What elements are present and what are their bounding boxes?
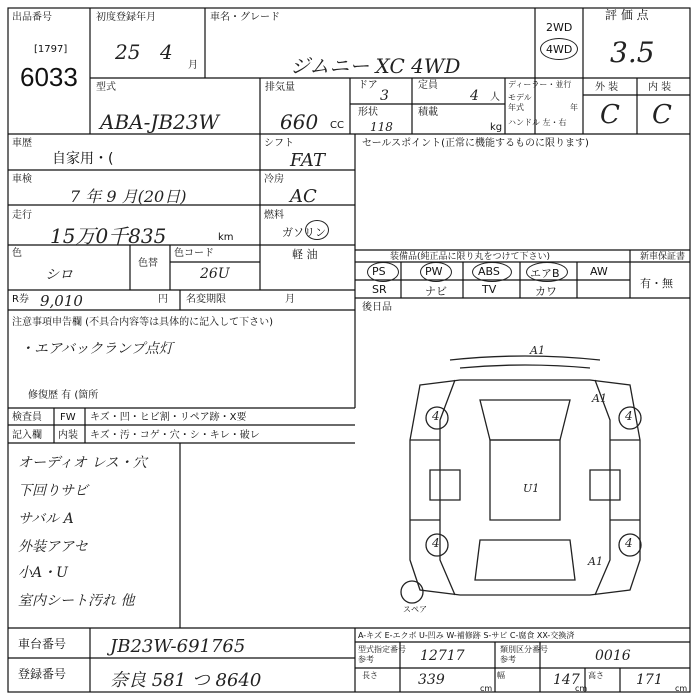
disp-unit: CC [330,120,344,131]
lot-small: [1797] [34,44,68,55]
certificate-ref: 参考 [358,655,374,664]
class-label: 類別区分番号 [500,645,548,654]
height-label: 高さ [588,671,604,680]
chassis-value: JB23W-691765 [110,636,246,657]
color-label: 色 [12,248,22,259]
interior-note-label: 内装 [58,430,78,441]
equip-sr: SR [372,283,387,296]
interior-label: 内 装 [648,82,672,93]
equip-pw-circle [420,262,452,282]
spare-label: スペア [403,605,427,614]
tire-fl: 4 [432,409,440,423]
model-year-label: モデル [508,93,532,102]
handwritten-note-2: 下回りサビ [18,483,88,499]
mark-a1-right: A1 [592,392,607,405]
drive-4wd-circle [540,38,578,60]
equip-aw: AW [590,265,608,278]
notes-value: ・エアバックランプ点灯 [20,341,173,357]
interior-value: C [652,100,672,130]
handwritten-note-1: オーディオ レス・穴 [18,455,147,471]
fuel-petrol-circle [305,220,329,240]
color-value: シロ [45,267,73,283]
yen-unit: 円 [158,294,168,305]
shape-label: 形状 [358,107,378,118]
exterior-label: 外 装 [595,82,619,93]
model-label: 型式 [96,82,116,93]
first-reg-year: 25 [115,40,141,64]
fw-items: キズ・凹・ヒビ割・リペア跡・X要 [90,412,247,423]
handwritten-note-3: サバル A [18,511,74,527]
reg-label: 登録番号 [18,667,67,681]
equip-ps-circle [367,262,399,282]
shift-value: FAT [290,150,325,171]
model-value: ABA-JB23W [100,110,220,134]
reg-value: 奈良 581 つ 8640 [110,670,262,691]
repair-label: 修復歴 有 (箇所 [28,390,99,401]
notes-label: 注意事項申告欄 (不具合内容等は具体的に記入して下さい) [12,317,273,328]
load-label: 積載 [418,107,438,118]
interior-items: キズ・汚・コゲ・穴・シ・キレ・破レ [90,430,260,441]
color-code-value: 26U [200,266,230,282]
height-unit: cm [675,684,688,693]
equip-label: 装備品(純正品に限り丸をつけて下さい) [390,252,551,262]
fuel-petrol: ガソリン [282,226,326,239]
disp-value: 660 [280,110,319,134]
equip-tv: TV [482,283,497,296]
rear-seat-label: 後日品 [362,302,392,313]
first-reg-month: 4 [160,40,173,64]
mark-u1-center: U1 [523,482,540,495]
history-value: 自家用・( [52,151,114,167]
exterior-value: C [600,100,620,130]
inspector-label: 検査員 [12,412,42,423]
disp-label: 排気量 [265,82,295,93]
drive-2wd: 2WD [546,21,573,34]
certificate-value: 12717 [420,648,465,664]
shift-label: シフト [264,138,294,149]
tire-fr: 4 [625,409,633,423]
handwritten-note-6: 室内シート汚れ 他 [18,593,135,609]
model-year-label-2: 年式 [508,103,524,112]
mark-a1-top: A1 [530,344,545,357]
inspection-label: 車検 [12,174,32,185]
fuel-diesel: 軽 油 [292,248,318,261]
equip-airbag: エアB [530,267,560,280]
damage-legend: A-キズ E-エクボ U-凹み W-補修跡 S-サビ C-腐食 XX-交換済 [358,631,575,640]
load-unit: kg [490,122,503,133]
class-ref: 参考 [500,655,516,664]
record-label: 記入欄 [12,430,42,441]
length-unit: cm [480,684,493,693]
mark-a1-rear: A1 [588,555,603,568]
width-value: 147 [553,672,580,688]
fuel-label: 燃料 [264,210,284,221]
ac-value: AC [290,186,317,207]
handwritten-note-5: 小A・U [18,565,68,581]
width-unit: cm [575,684,588,693]
equip-abs: ABS [478,265,500,278]
name-change-label: 名変期限 [186,294,226,305]
name-label: 車名・グレード [210,12,280,23]
fw-label: FW [60,412,76,423]
first-reg-label: 初度登録年月 [96,12,156,23]
mileage-value: 15万0千835 [50,224,167,248]
chassis-label: 車台番号 [18,637,67,651]
history-label: 車歴 [12,138,32,149]
tire-rr: 4 [625,536,633,550]
ac-label: 冷房 [264,174,284,185]
equip-ps: PS [372,265,386,278]
name-value: ジムニー XC 4WD [290,54,461,78]
equip-leather: カワ [535,285,557,298]
equip-abs-circle [472,262,512,282]
lot-number: 6033 [20,62,78,92]
equip-airbag-circle [526,262,568,282]
cap-unit: 人 [490,92,500,103]
score-value: 3.5 [610,36,655,69]
sales-point-label: セールスポイント(正常に機能するものに限ります) [362,138,589,149]
recycle-label: R券 [12,294,29,305]
tire-rl: 4 [432,536,440,550]
class-value: 0016 [595,648,631,664]
door-label: ドア [358,80,378,91]
certificate-label: 型式指定番号 [358,645,406,654]
year-unit: 年 [570,103,578,112]
equip-pw: PW [425,265,443,278]
length-value: 339 [418,672,445,688]
color-change-label: 色替 [138,258,158,269]
color-code-label: 色コード [174,248,214,259]
month-unit: 月 [188,60,198,71]
lot-label: 出品番号 [12,12,52,23]
width-label: 幅 [497,671,505,680]
recycle-value: 9,010 [40,292,83,310]
score-label: 評 価 点 [605,8,649,22]
dealer-label: ディーラー・並行 [508,80,572,89]
length-label: 長さ [362,671,378,680]
warranty-label: 新車保証書 [640,252,686,262]
drive-4wd: 4WD [546,43,573,56]
cap-label: 定員 [418,80,438,91]
mileage-unit: km [218,232,234,243]
name-change-month: 月 [285,294,295,305]
handle-label: ハンドル 左・右 [508,118,567,127]
shape-value: 118 [370,120,393,134]
handwritten-note-4: 外装アアセ [18,539,88,555]
mileage-label: 走行 [12,210,32,221]
inspection-value: 7 年 9 月(20日) [70,187,187,206]
door-value: 3 [380,88,389,104]
warranty-value: 有・無 [640,277,673,290]
cap-value: 4 [470,88,479,104]
height-value: 171 [636,672,663,688]
equip-navi: ナビ [425,285,447,298]
